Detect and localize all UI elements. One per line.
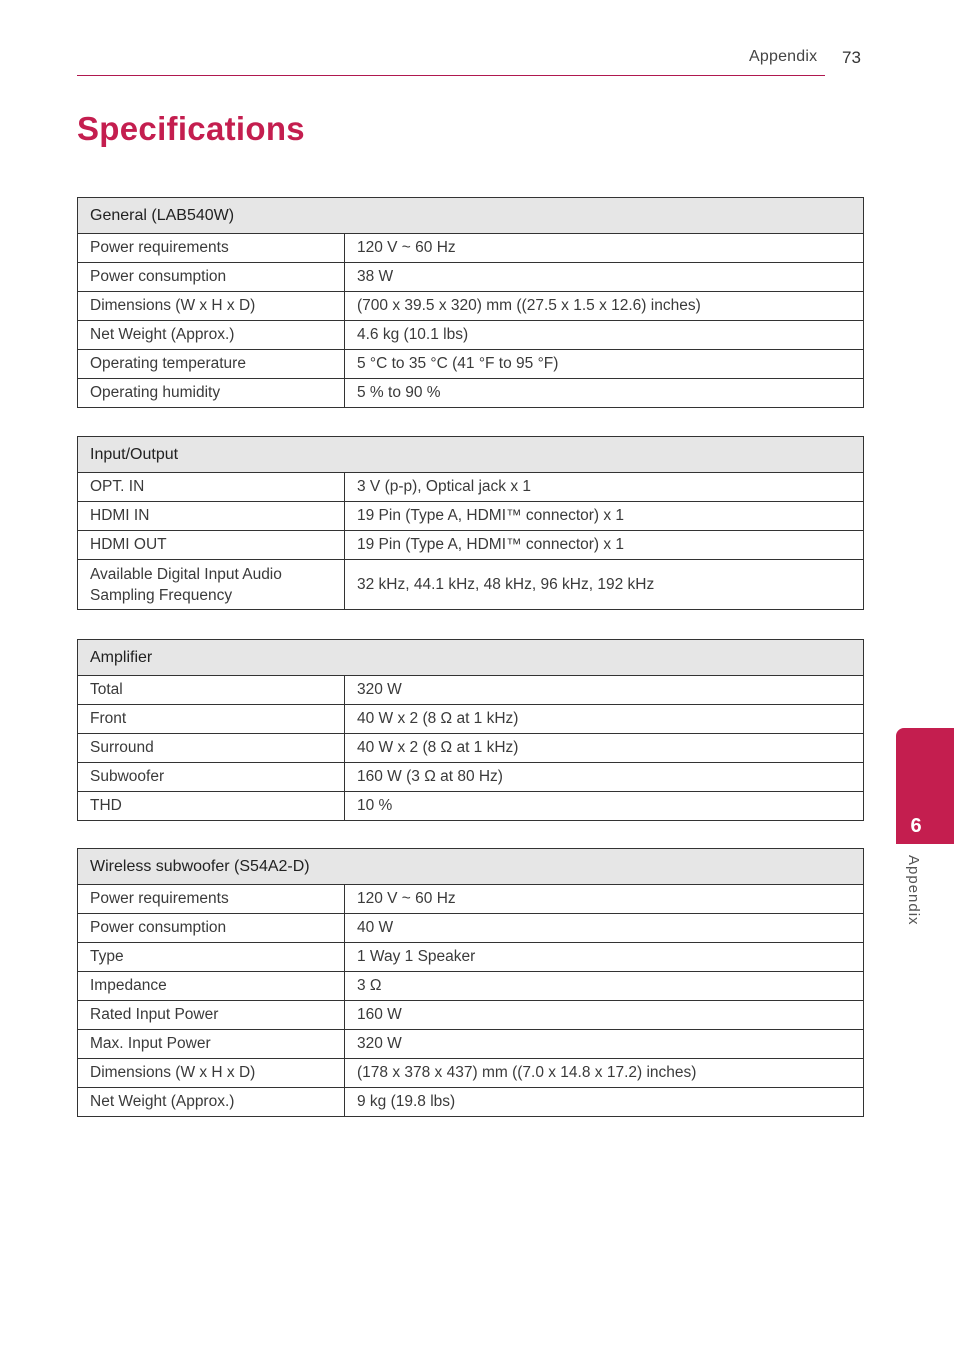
- spec-label: Operating temperature: [78, 350, 345, 379]
- spec-label: Total: [78, 676, 345, 705]
- spec-value: 3 Ω: [345, 972, 864, 1001]
- table-row: [78, 234, 864, 263]
- spec-value: 5 % to 90 %: [345, 379, 864, 408]
- table-header-row: [78, 437, 864, 473]
- subwoofer-spec-table: [77, 848, 864, 1117]
- spec-label: Rated Input Power: [78, 1001, 345, 1030]
- table-header-row: [78, 849, 864, 885]
- spec-value: 1 Way 1 Speaker: [345, 943, 864, 972]
- spec-label: Front: [78, 705, 345, 734]
- spec-value: 40 W x 2 (8 Ω at 1 kHz): [345, 734, 864, 763]
- chapter-number: 6: [910, 815, 922, 837]
- table-row: [78, 531, 864, 560]
- spec-label: Subwoofer: [78, 763, 345, 792]
- table-row: [78, 792, 864, 821]
- spec-value: (700 x 39.5 x 320) mm ((27.5 x 1.5 x 12.6) inches): [345, 292, 864, 321]
- table-row: [78, 734, 864, 763]
- general-spec-table: [77, 197, 864, 408]
- spec-label: THD: [78, 792, 345, 821]
- spec-label: Type: [78, 943, 345, 972]
- spec-label: Power consumption: [78, 263, 345, 292]
- table-row: [78, 263, 864, 292]
- table-row: [78, 972, 864, 1001]
- spec-value: 160 W (3 Ω at 80 Hz): [345, 763, 864, 792]
- header-divider: [77, 75, 825, 76]
- spec-value: 3 V (p-p), Optical jack x 1: [345, 473, 864, 502]
- chapter-label: Appendix: [905, 855, 922, 926]
- spec-value: 32 kHz, 44.1 kHz, 48 kHz, 96 kHz, 192 kHz: [345, 560, 864, 610]
- spec-value: 38 W: [345, 263, 864, 292]
- spec-label: Impedance: [78, 972, 345, 1001]
- table-heading: Wireless subwoofer (S54A2-D): [78, 849, 864, 885]
- spec-label: Max. Input Power: [78, 1030, 345, 1059]
- table-row: [78, 321, 864, 350]
- spec-label: Power consumption: [78, 914, 345, 943]
- table-row: [78, 1059, 864, 1088]
- table-row: [78, 1001, 864, 1030]
- spec-value: 9 kg (19.8 lbs): [345, 1088, 864, 1117]
- spec-value: 19 Pin (Type A, HDMI™ connector) x 1: [345, 502, 864, 531]
- spec-label: HDMI IN: [78, 502, 345, 531]
- spec-label: HDMI OUT: [78, 531, 345, 560]
- spec-label: Dimensions (W x H x D): [78, 1059, 345, 1088]
- table-heading: General (LAB540W): [78, 198, 864, 234]
- spec-value: (178 x 378 x 437) mm ((7.0 x 14.8 x 17.2) inches): [345, 1059, 864, 1088]
- table-row: [78, 943, 864, 972]
- spec-value: 5 °C to 35 °C (41 °F to 95 °F): [345, 350, 864, 379]
- spec-label: Surround: [78, 734, 345, 763]
- spec-value: 40 W x 2 (8 Ω at 1 kHz): [345, 705, 864, 734]
- spec-label: [78, 560, 345, 610]
- table-heading: Amplifier: [78, 640, 864, 676]
- spec-value: 320 W: [345, 676, 864, 705]
- io-spec-table: [77, 436, 864, 610]
- table-header-row: [78, 640, 864, 676]
- spec-label-line: Available Digital Input Audio: [90, 565, 282, 583]
- section-label: Appendix: [749, 48, 818, 65]
- spec-label: OPT. IN: [78, 473, 345, 502]
- chapter-tab: [896, 728, 954, 844]
- spec-label: Net Weight (Approx.): [78, 321, 345, 350]
- table-row: [78, 502, 864, 531]
- amplifier-spec-table: [77, 639, 864, 821]
- table-row: [78, 292, 864, 321]
- table-row: [78, 1030, 864, 1059]
- table-row: [78, 705, 864, 734]
- spec-label: Power requirements: [78, 234, 345, 263]
- spec-label: Dimensions (W x H x D): [78, 292, 345, 321]
- spec-value: 120 V ~ 60 Hz: [345, 234, 864, 263]
- spec-value: 4.6 kg (10.1 lbs): [345, 321, 864, 350]
- spec-label: Operating humidity: [78, 379, 345, 408]
- table-row: [78, 763, 864, 792]
- table-row: [78, 473, 864, 502]
- spec-value: 10 %: [345, 792, 864, 821]
- table-row: [78, 350, 864, 379]
- spec-value: 120 V ~ 60 Hz: [345, 885, 864, 914]
- spec-value: 160 W: [345, 1001, 864, 1030]
- table-row: [78, 1088, 864, 1117]
- table-row: [78, 885, 864, 914]
- spec-value: 40 W: [345, 914, 864, 943]
- table-row: [78, 914, 864, 943]
- table-row: [78, 560, 864, 610]
- spec-label: Power requirements: [78, 885, 345, 914]
- spec-value: 19 Pin (Type A, HDMI™ connector) x 1: [345, 531, 864, 560]
- table-header-row: [78, 198, 864, 234]
- spec-value: 320 W: [345, 1030, 864, 1059]
- spec-label: Net Weight (Approx.): [78, 1088, 345, 1117]
- spec-label-line: Sampling Frequency: [90, 586, 233, 604]
- table-row: [78, 379, 864, 408]
- table-row: [78, 676, 864, 705]
- page-number: 73: [842, 48, 861, 67]
- page-title: Specifications: [77, 110, 305, 147]
- table-heading: Input/Output: [78, 437, 864, 473]
